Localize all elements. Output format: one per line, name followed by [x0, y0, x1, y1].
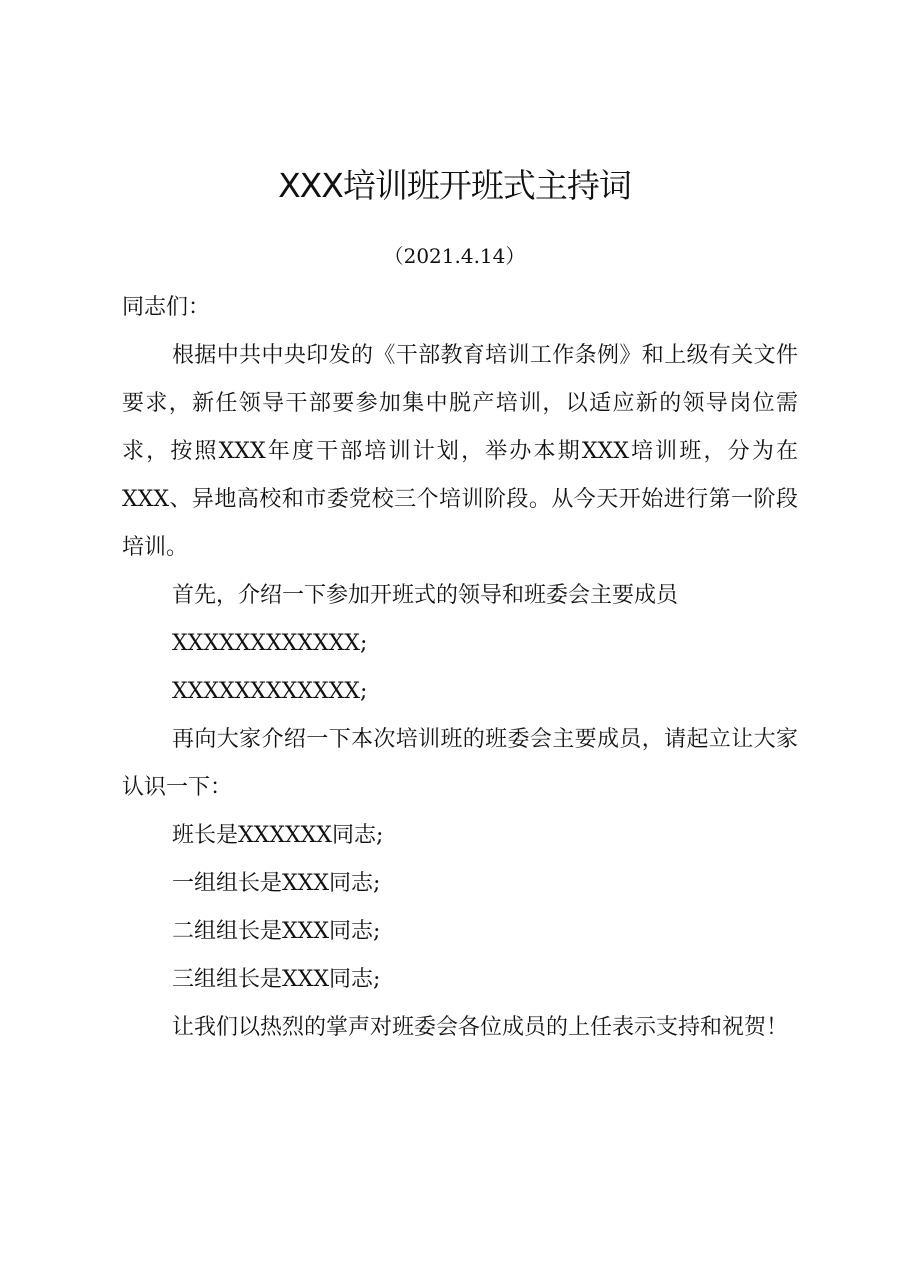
- paragraph-intro: 根据中共中央印发的《干部教育培训工作条例》和上级有关文件要求，新任领导干部要参加集中脱产培训，以适应新的领导岗位需求，按照XXX年度干部培训计划，举办本期XXX培训班，分为在XXX、异地高校和市委党校三个培训阶段。从今天开始进行第一阶段培训。: [122, 343, 798, 560]
- paragraph-committee-intro: 再向大家介绍一下本次培训班的班委会主要成员，请起立让大家认识一下：: [122, 727, 798, 800]
- committee-monitor: 班长是XXXXXX同志;: [172, 823, 384, 848]
- committee-group-3: 三组组长是XXX同志;: [172, 967, 381, 992]
- salutation: 同志们：: [122, 295, 211, 320]
- leader-line-2: XXXXXXXXXXXX;: [172, 679, 368, 704]
- document-title: XXX培训班开班式主持词: [278, 166, 631, 205]
- paragraph-leaders-intro: 首先，介绍一下参加开班式的领导和班委会主要成员: [172, 583, 679, 608]
- committee-group-1: 一组组长是XXX同志;: [172, 871, 381, 896]
- leader-line-1: XXXXXXXXXXXX;: [172, 631, 368, 656]
- paragraph-closing: 让我们以热烈的掌声对班委会各位成员的上任表示支持和祝贺！: [172, 1015, 789, 1040]
- committee-group-2: 二组组长是XXX同志;: [172, 919, 381, 944]
- document-body: [122, 284, 798, 1052]
- document-date: （2021.4.14）: [383, 244, 526, 268]
